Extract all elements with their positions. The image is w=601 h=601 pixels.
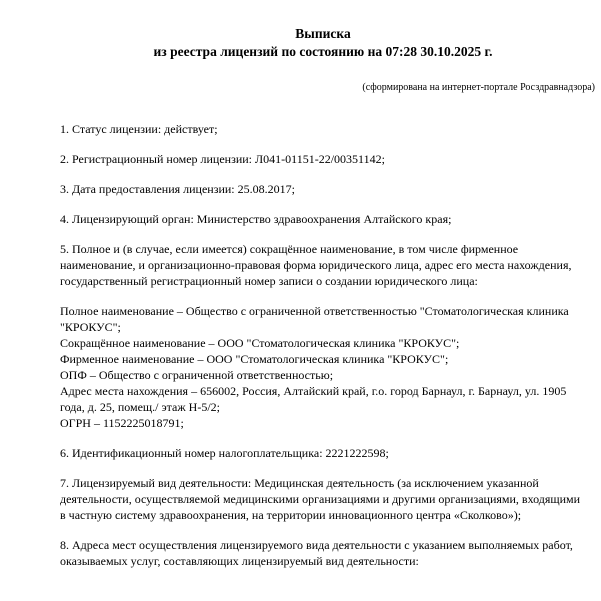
document-title-line2: из реестра лицензий по состоянию на 07:28 30.10.2025 г.: [153, 44, 493, 59]
paragraph-entity-names-intro: 5. Полное и (в случае, если имеется) сокращённое наименование, в том числе фирменное наименование, и организационно-правовая форма юридического лица, адрес его места нахождения, государственный регистрационный номер записи о создании юридического лица:: [60, 242, 572, 288]
entity-short-name: Сокращённое наименование – ООО "Стоматологическая клиника "КРОКУС";: [60, 336, 460, 350]
paragraph-activity-addresses-intro: 8. Адреса мест осуществления лицензируемого вида деятельности с указанием выполняемых работ, оказываемых услуг, составляющих лицензируемый вид деятельности:: [60, 538, 573, 568]
paragraph-licensing-authority: 4. Лицензирующий орган: Министерство здравоохранения Алтайского края;: [60, 212, 452, 226]
paragraph-registration-number: 2. Регистрационный номер лицензии: Л041-01151-22/00351142;: [60, 152, 385, 166]
entity-full-name: Полное наименование – Общество с ограниченной ответственностью "Стоматологическая клиника "КРОКУС";: [60, 304, 569, 334]
entity-legal-form: ОПФ – Общество с ограниченной ответственностью;: [60, 368, 334, 382]
entity-address: Адрес места нахождения – 656002, Россия, Алтайский край, г.о. город Барнаул, г. Барнаул, ул. 1905 года, д. 25, помещ./ этаж Н-5/2;: [60, 384, 567, 414]
document-body: [60, 121, 595, 569]
document-title: [60, 25, 595, 61]
entity-brand-name: Фирменное наименование – ООО "Стоматологическая клиника "КРОКУС";: [60, 352, 449, 366]
entity-ogrn: ОГРН – 1152225018791;: [60, 416, 184, 430]
paragraph-license-date: 3. Дата предоставления лицензии: 25.08.2017;: [60, 182, 295, 196]
document-title-line1: Выписка: [295, 26, 351, 41]
paragraph-licensed-activity: 7. Лицензируемый вид деятельности: Медицинская деятельность (за исключением указанной деятельности, осуществляемой медицинскими организациями и другими организациями, входящими в частную систему здравоохранения, на территории инновационного центра «Сколково»);: [60, 476, 581, 522]
entity-details-block: [60, 303, 586, 431]
paragraph-taxpayer-number: 6. Идентификационный номер налогоплательщика: 2221222598;: [60, 446, 389, 460]
document-subtitle: (сформирована на интернет-портале Росздравнадзора): [362, 82, 595, 93]
paragraph-license-status: 1. Статус лицензии: действует;: [60, 122, 218, 136]
